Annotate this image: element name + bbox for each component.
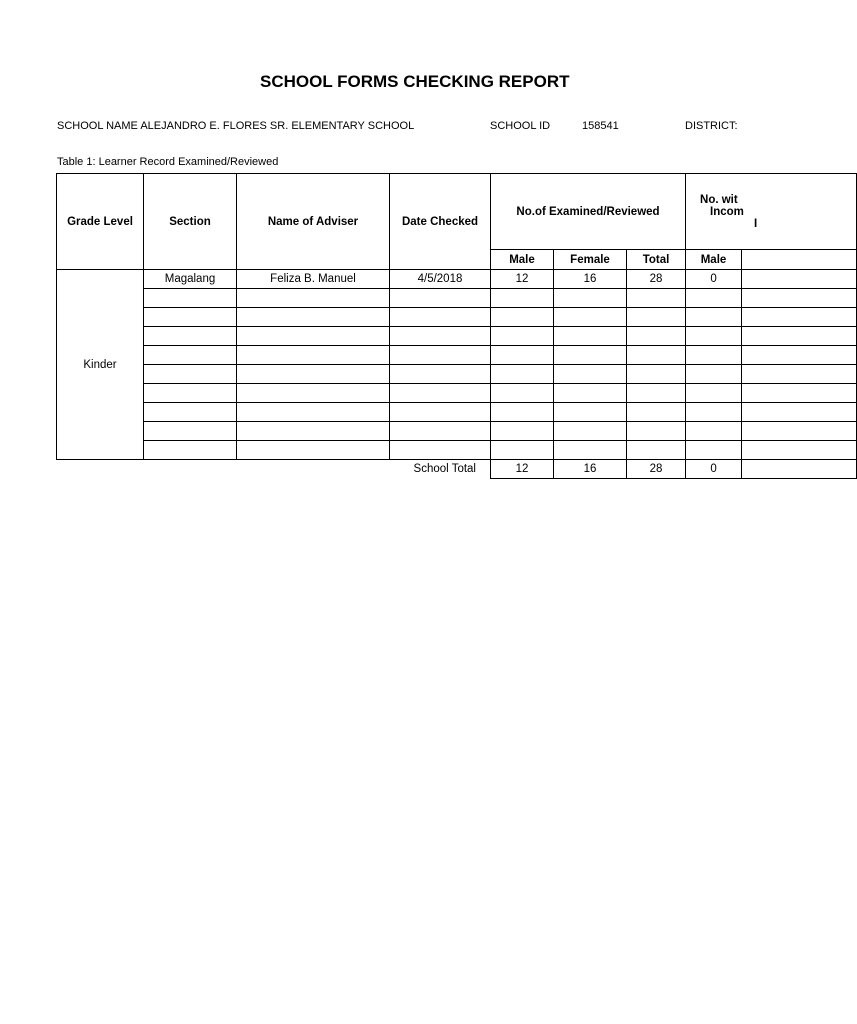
table-row: [57, 403, 857, 422]
empty-cell: [742, 460, 857, 479]
table-row: [57, 270, 857, 289]
header-inc-next: [742, 250, 857, 270]
adviser-cell: Feliza B. Manuel: [237, 270, 390, 289]
header-incomplete-line1: No. wit: [700, 193, 738, 206]
date-cell: 4/5/2018: [390, 270, 491, 289]
female-cell: 16: [554, 270, 627, 289]
total-male-cell: 12: [491, 460, 554, 479]
learner-record-table: [56, 173, 857, 479]
table-row: [57, 441, 857, 460]
header-male: Male: [491, 250, 554, 270]
school-name-label: SCHOOL NAME: [57, 120, 138, 132]
school-total-label: School Total: [390, 460, 491, 479]
table-row: [57, 422, 857, 441]
total-inc-male-cell: 0: [686, 460, 742, 479]
header-examined: No.of Examined/Reviewed: [491, 174, 686, 250]
empty-cell: [742, 270, 857, 289]
table-caption: Table 1: Learner Record Examined/Reviewed: [57, 156, 279, 168]
header-section: Section: [144, 174, 237, 270]
header-incomplete-line3: I: [754, 217, 758, 230]
school-total-row: [57, 460, 857, 479]
inc-male-cell: 0: [686, 270, 742, 289]
table-row: [57, 346, 857, 365]
report-title: SCHOOL FORMS CHECKING REPORT: [260, 72, 570, 91]
table-row: [57, 365, 857, 384]
district-label: DISTRICT:: [685, 120, 738, 132]
total-total-cell: 28: [627, 460, 686, 479]
school-name-value: ALEJANDRO E. FLORES SR. ELEMENTARY SCHOOL: [140, 120, 415, 132]
table-row: [57, 327, 857, 346]
header-incomplete-line2: Incom: [710, 205, 744, 218]
table-row: [57, 289, 857, 308]
table-row: [57, 384, 857, 403]
school-name-line: [57, 120, 414, 132]
header-adviser: Name of Adviser: [237, 174, 390, 270]
header-female: Female: [554, 250, 627, 270]
total-cell: 28: [627, 270, 686, 289]
header-inc-male: Male: [686, 250, 742, 270]
header-date-checked: Date Checked: [390, 174, 491, 270]
male-cell: 12: [491, 270, 554, 289]
grade-level-cell: Kinder: [57, 270, 144, 460]
school-id-label: SCHOOL ID: [490, 120, 551, 132]
header-incomplete: [686, 174, 857, 250]
school-id-value: 158541: [582, 120, 619, 132]
table-row: [57, 308, 857, 327]
learner-record-table-wrapper: [56, 173, 758, 478]
header-grade-level: Grade Level: [57, 174, 144, 270]
header-total: Total: [627, 250, 686, 270]
total-female-cell: 16: [554, 460, 627, 479]
section-cell: Magalang: [144, 270, 237, 289]
